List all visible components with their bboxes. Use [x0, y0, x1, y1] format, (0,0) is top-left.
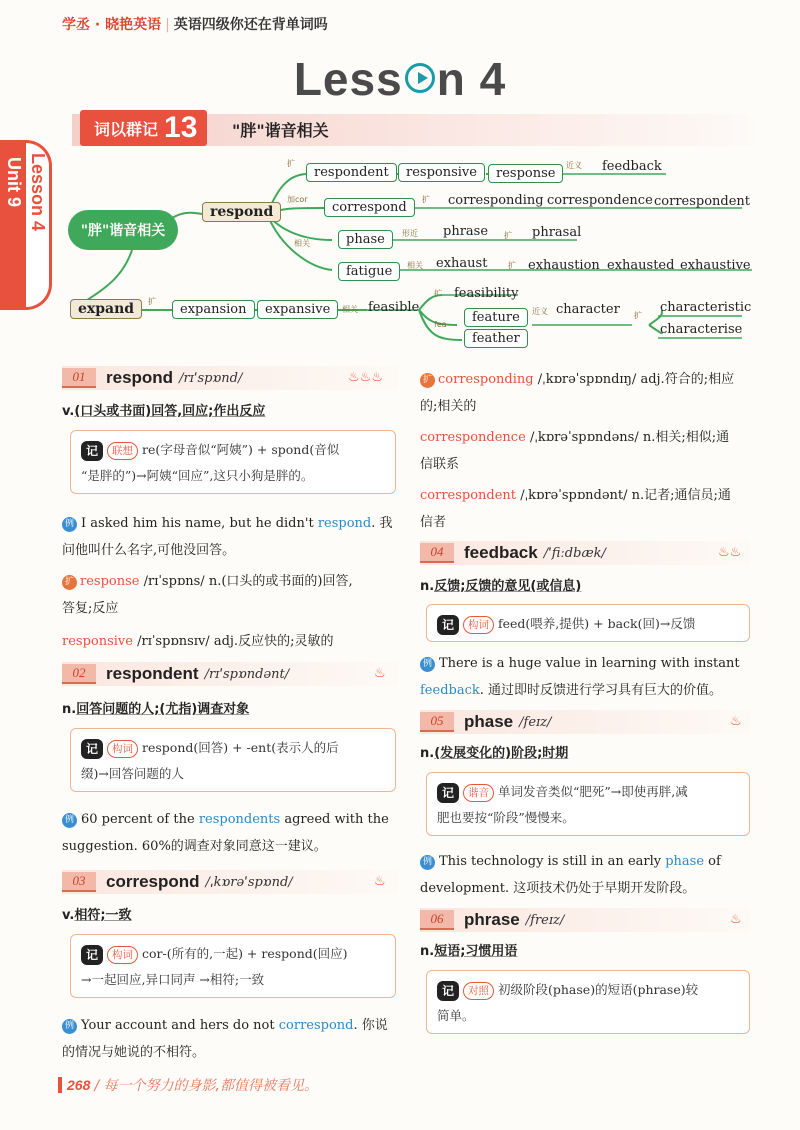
- ext-ipa: /ˌkɒrəˈspɒndəns/: [529, 430, 639, 445]
- group-name: "胖"谐音相关: [232, 121, 329, 140]
- example-pre: There is a huge value in learning with instant: [439, 656, 740, 671]
- entry-def-text: 相符;一致: [74, 908, 132, 923]
- memo-line2: 肥也要按“阶段”慢慢来。: [437, 810, 575, 825]
- mm-word-character: character: [556, 302, 620, 317]
- footer-slogan-text: 每一个努力的身影,都值得被看见。: [103, 1078, 318, 1094]
- memo-box: [426, 970, 750, 1034]
- ext-def2: 答复;反应: [62, 601, 119, 616]
- memo-tag: 构词: [107, 740, 138, 758]
- memo-icon: 记: [81, 739, 103, 759]
- mm-rel-ext-4: 扩: [508, 261, 516, 270]
- fire-icon: ♨: [730, 714, 742, 729]
- entry-pos: v.: [62, 404, 75, 419]
- mm-word-correspondent: correspondent: [654, 194, 751, 209]
- mm-word-exhaustion: exhaustion: [528, 258, 600, 273]
- entry-definition: [420, 575, 581, 594]
- memo-box: [70, 430, 396, 494]
- mm-rel-ext: 扩: [287, 159, 295, 168]
- page-header: [62, 14, 328, 34]
- group-number: 13: [164, 111, 198, 144]
- memo-line1: feed(喂养,提供) + back(回)→反馈: [498, 616, 696, 631]
- group-tag: [80, 110, 207, 146]
- mm-rel-ext-3: 扩: [504, 231, 512, 240]
- example-keyword: correspond: [278, 1018, 354, 1033]
- memo-line2: “是胖的”)→阿姨“回应”,这只小狗是胖的。: [81, 468, 314, 483]
- entry-word: feedback: [464, 543, 538, 562]
- mm-rel-near: 近义: [566, 161, 582, 170]
- ext-word: corresponding: [438, 372, 534, 387]
- example-pre: Your account and hers do not: [81, 1018, 279, 1033]
- example-sentence: [420, 848, 756, 902]
- mm-word-characteristic: characteristic: [660, 300, 752, 315]
- mm-box-respondent: respondent: [306, 163, 397, 182]
- group-tag-label: 词以群记: [94, 119, 159, 139]
- example-icon: 例: [62, 813, 77, 828]
- example-icon: 例: [420, 657, 435, 672]
- mm-rel-ext-6: 扩: [434, 289, 442, 298]
- header-brand: 学丞 · 晓艳英语: [62, 17, 162, 33]
- entry-ipa: /feɪz/: [519, 714, 552, 730]
- entry-definition: [420, 742, 568, 761]
- mm-box-response: response: [488, 164, 563, 183]
- example-keyword: phase: [665, 854, 705, 869]
- example-post: . 我: [371, 516, 393, 531]
- ext-def: n.记者;通信员;通: [631, 488, 731, 503]
- memo-line2: 简单。: [437, 1008, 475, 1023]
- memo-icon: 记: [437, 981, 459, 1001]
- ext-word: responsive: [62, 634, 133, 649]
- mm-word-exhaust: exhaust: [436, 256, 488, 271]
- mm-rel-related-3: 相关: [342, 305, 358, 314]
- memo-tag: 谐音: [463, 784, 494, 802]
- example-pre: 60 percent of the: [81, 812, 199, 827]
- example-cn: 问他叫什么名字,可他没回答。: [62, 543, 236, 558]
- ext-def: adj.反应快的;灵敏的: [213, 634, 334, 649]
- entry-word: correspond: [106, 872, 200, 891]
- entry-ipa: /rɪˈspɒnd/: [179, 370, 243, 386]
- mm-rel-fea: fea: [434, 320, 447, 329]
- entry-feedback-header: [420, 541, 606, 565]
- mm-box-phase: phase: [338, 230, 393, 249]
- example-sentence: [62, 806, 398, 860]
- lesson-title: [0, 52, 800, 106]
- entry-respond-header: [62, 366, 242, 390]
- example-sentence: [62, 510, 398, 564]
- example-pre: This technology is still in an early: [439, 854, 666, 869]
- mm-box-expansive: expansive: [257, 300, 338, 319]
- memo-tag: 构词: [107, 946, 138, 964]
- example-icon: 例: [420, 855, 435, 870]
- mm-rel-related: 相关: [294, 239, 310, 248]
- memo-icon: 记: [81, 945, 103, 965]
- entry-number: 06: [420, 910, 454, 930]
- extension-corresponding: [420, 366, 756, 420]
- example-keyword: feedback: [420, 683, 480, 698]
- ext-def: n.相关;相似;通: [642, 430, 730, 445]
- memo-tag: 构词: [463, 616, 494, 634]
- entry-word: respond: [106, 368, 174, 387]
- entry-phase-header: [420, 710, 551, 734]
- footer-slogan: / 每一个努力的身影,都值得被看见。: [94, 1078, 318, 1094]
- memo-line1: cor-(所有的,一起) + respond(回应): [142, 946, 348, 961]
- mm-word-characterise: characterise: [660, 322, 743, 337]
- ext-def2: 的;相关的: [420, 399, 477, 414]
- mm-rel-related-2: 相关: [407, 261, 423, 270]
- page-footer: [58, 1074, 318, 1096]
- mm-rel-ext-7: 扩: [634, 311, 642, 320]
- ext-def: adj.符合的;相应: [640, 372, 735, 387]
- mm-box-expansion: expansion: [172, 300, 255, 319]
- memo-line1: respond(回答) + -ent(表示人的后: [142, 740, 339, 755]
- lesson-title-part1: Less: [293, 53, 403, 105]
- entry-ipa: /freɪz/: [525, 912, 565, 928]
- example-cn: suggestion. 60%的调查对象同意这一建议。: [62, 839, 327, 854]
- mm-box-responsive: responsive: [398, 163, 485, 182]
- header-separator: |: [165, 17, 170, 33]
- header-subtitle: 英语四级你还在背单词吗: [173, 17, 328, 33]
- memo-icon: 记: [437, 783, 459, 803]
- example-post: agreed with the: [280, 812, 389, 827]
- entry-word: phrase: [464, 910, 520, 929]
- example-post: . 你说: [353, 1018, 388, 1033]
- entry-pos: n.: [420, 944, 435, 959]
- entry-ipa: /ˈfiːdbæk/: [543, 545, 606, 561]
- example-icon: 例: [62, 517, 77, 532]
- entry-ipa: /ˌkɒrəˈspɒnd/: [205, 874, 293, 890]
- mm-word-feasibility: feasibility: [454, 286, 519, 301]
- entry-correspond-header: [62, 870, 293, 894]
- mm-word-exhaustive: exhaustive: [680, 258, 751, 273]
- mm-root-respond: respond: [202, 202, 281, 222]
- ext-def2: 信者: [420, 515, 447, 530]
- example-keyword: respondents: [198, 812, 281, 827]
- example-pre: I asked him his name, but he didn't: [81, 516, 318, 531]
- entry-def-text: 短语;习惯用语: [434, 944, 518, 959]
- extension-response: [62, 568, 398, 622]
- mm-rel-add-cor: 加cor: [287, 195, 308, 204]
- memo-box: [70, 934, 396, 998]
- ext-ipa: /ˌkɒrəˈspɒndɪŋ/: [537, 372, 637, 387]
- ext-word: correspondent: [420, 488, 517, 503]
- ext-def: n.(口头的或书面的)回答,: [208, 574, 353, 589]
- example-sentence: [420, 650, 756, 704]
- ext-ipa: /rɪˈspɒns/: [143, 574, 205, 589]
- memo-line2: →一起回应,异口同声 →相符;一致: [81, 972, 265, 987]
- mm-word-feedback: feedback: [602, 159, 662, 174]
- mm-word-correspondence: correspondence: [547, 193, 653, 208]
- extend-icon: 扩: [62, 575, 77, 590]
- memo-tag: 对照: [463, 982, 494, 1000]
- mm-word-exhausted: exhausted: [607, 258, 675, 273]
- entry-respondent-header: [62, 662, 289, 686]
- entry-word: respondent: [106, 664, 199, 683]
- entry-pos: n.: [62, 702, 77, 717]
- memo-box: [426, 772, 750, 836]
- memo-line1: 单词发音类似“肥死”→即使再胖,减: [498, 784, 688, 799]
- lesson-title-part2: n 4: [436, 53, 507, 105]
- mm-box-feather: feather: [464, 329, 528, 348]
- entry-def-text: (口头或书面)回答,回应;作出反应: [74, 404, 266, 419]
- ext-ipa: /ˌkɒrəˈspɒndənt/: [520, 488, 628, 503]
- mm-word-phrase: phrase: [443, 224, 489, 239]
- unit-side-tab: [0, 140, 52, 310]
- mind-map: [62, 150, 762, 360]
- entry-definition: [62, 904, 132, 923]
- entry-definition: [62, 400, 265, 419]
- example-keyword: respond: [317, 516, 372, 531]
- example-post: of: [704, 854, 721, 869]
- entry-def-text: (发展变化的)阶段;时期: [434, 746, 569, 761]
- lesson-label: Lesson 4: [28, 153, 48, 232]
- example-cn: development. 这项技术仍处于早期开发阶段。: [420, 881, 696, 896]
- extend-icon: 扩: [420, 373, 435, 388]
- memo-icon: 记: [437, 615, 459, 635]
- entry-number: 05: [420, 712, 454, 732]
- entry-pos: n.: [420, 579, 435, 594]
- entry-number: 03: [62, 872, 96, 892]
- mm-word-phrasal: phrasal: [532, 225, 582, 240]
- mm-rel-like: 形近: [402, 229, 418, 238]
- entry-number: 04: [420, 543, 454, 563]
- play-icon: [405, 63, 435, 93]
- entry-pos: n.: [420, 746, 435, 761]
- extension-correspondence: [420, 424, 756, 478]
- entry-definition: [420, 940, 517, 959]
- extension-correspondent: [420, 482, 756, 536]
- entry-def-text: 回答问题的人;(尤指)调查对象: [76, 702, 250, 717]
- memo-icon: 记: [81, 441, 103, 461]
- example-sentence: [62, 1012, 398, 1066]
- entry-pos: v.: [62, 908, 75, 923]
- entry-word: phase: [464, 712, 514, 731]
- mm-rel-near-2: 近义: [532, 307, 548, 316]
- entry-definition: [62, 698, 249, 717]
- ext-def2: 信联系: [420, 457, 460, 472]
- entry-ipa: /rɪˈspɒndənt/: [204, 666, 290, 682]
- fire-icon: ♨: [730, 912, 742, 927]
- ext-word: response: [80, 574, 140, 589]
- memo-box: [70, 728, 396, 792]
- ext-ipa: /rɪˈspɒnsɪv/: [137, 634, 210, 649]
- memo-tag: 联想: [107, 442, 138, 460]
- example-cn: . 通过即时反馈进行学习具有巨大的价值。: [479, 683, 723, 698]
- fire-icon: ♨♨♨: [348, 370, 383, 385]
- mm-root-expand: expand: [70, 299, 142, 319]
- fire-icon: ♨: [374, 666, 386, 681]
- mm-rel-ext-5: 扩: [148, 297, 156, 306]
- mm-box-fatigue: fatigue: [338, 262, 400, 281]
- example-cn: 的情况与她说的不相符。: [62, 1045, 206, 1060]
- mind-map-center: "胖"谐音相关: [68, 210, 178, 250]
- entry-phrase-header: [420, 908, 564, 932]
- memo-line1: 初级阶段(phase)的短语(phrase)较: [498, 982, 699, 997]
- memo-line1: re(字母音似“阿姨”) + spond(音似: [142, 442, 340, 457]
- mm-word-feasible: feasible: [368, 300, 420, 315]
- mm-box-feature: feature: [464, 308, 528, 327]
- memo-line2: 缀)→回答问题的人: [81, 766, 184, 781]
- memo-box: [426, 604, 750, 642]
- extension-responsive: [62, 628, 398, 655]
- entry-number: 02: [62, 664, 96, 684]
- ext-word: correspondence: [420, 430, 526, 445]
- fire-icon: ♨♨: [718, 545, 742, 560]
- page-number: 268: [58, 1077, 90, 1093]
- example-icon: 例: [62, 1019, 77, 1034]
- unit-label: Unit 9: [4, 157, 24, 208]
- mm-rel-ext-2: 扩: [422, 195, 430, 204]
- mm-word-corresponding: corresponding: [448, 193, 544, 208]
- entry-def-text: 反馈;反馈的意见(或信息): [434, 579, 582, 594]
- fire-icon: ♨: [374, 874, 386, 889]
- mm-box-correspond: correspond: [324, 198, 415, 217]
- entry-number: 01: [62, 368, 96, 388]
